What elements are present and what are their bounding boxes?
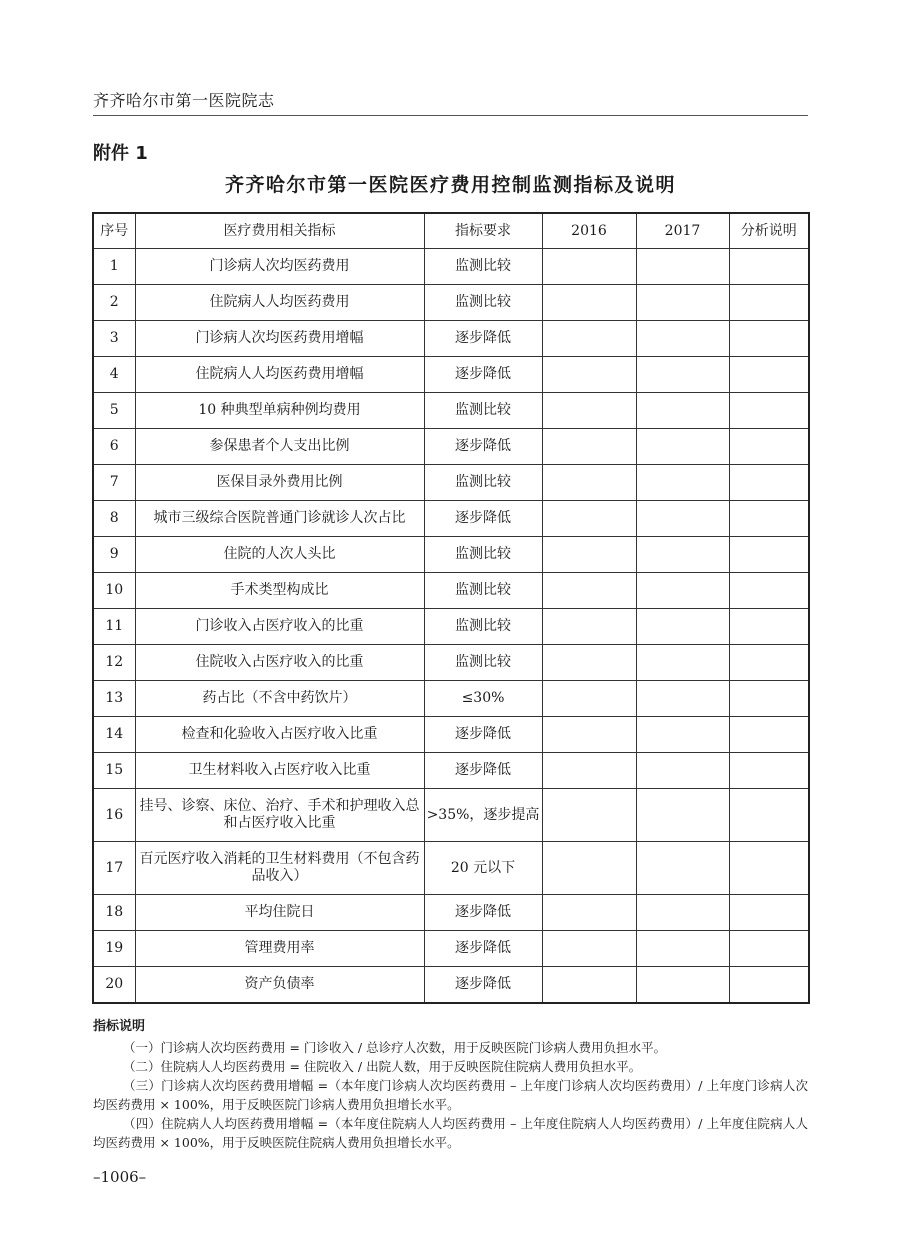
analysis-cell (729, 789, 809, 842)
requirement-cell: 监测比较 (424, 645, 542, 681)
analysis-cell (729, 931, 809, 967)
table-header-row (93, 213, 809, 249)
requirement-cell: 逐步降低 (424, 501, 542, 537)
analysis-cell (729, 501, 809, 537)
row-number-cell: 6 (93, 429, 135, 465)
page-number: –1006– (93, 1168, 147, 1186)
year-2017-cell (636, 321, 729, 357)
year-2017-cell (636, 393, 729, 429)
requirement-cell: 逐步降低 (424, 429, 542, 465)
table-row (93, 789, 809, 842)
analysis-cell (729, 393, 809, 429)
year-2016-cell (542, 967, 636, 1004)
row-number-cell: 1 (93, 249, 135, 285)
year-2017-cell (636, 789, 729, 842)
analysis-cell (729, 681, 809, 717)
indicator-cell: 手术类型构成比 (135, 573, 424, 609)
header-cell: 序号 (93, 213, 135, 249)
table-row (93, 357, 809, 393)
requirement-cell: 20 元以下 (424, 842, 542, 895)
year-2017-cell (636, 645, 729, 681)
table-row (93, 753, 809, 789)
indicator-cell: 门诊收入占医疗收入的比重 (135, 609, 424, 645)
indicator-notes (93, 1017, 808, 1152)
analysis-cell (729, 753, 809, 789)
running-head: 齐齐哈尔市第一医院院志 (93, 91, 275, 110)
year-2016-cell (542, 537, 636, 573)
requirement-cell: 监测比较 (424, 609, 542, 645)
year-2017-cell (636, 609, 729, 645)
indicator-cell: 卫生材料收入占医疗收入比重 (135, 753, 424, 789)
year-2016-cell (542, 249, 636, 285)
indicator-cell: 检查和化验收入占医疗收入比重 (135, 717, 424, 753)
table-row (93, 573, 809, 609)
analysis-cell (729, 429, 809, 465)
table-row (93, 537, 809, 573)
requirement-cell: 监测比较 (424, 465, 542, 501)
analysis-cell (729, 249, 809, 285)
indicator-cell: 住院病人人均医药费用增幅 (135, 357, 424, 393)
year-2016-cell (542, 393, 636, 429)
row-number-cell: 7 (93, 465, 135, 501)
table-row (93, 681, 809, 717)
row-number-cell: 4 (93, 357, 135, 393)
year-2016-cell (542, 931, 636, 967)
row-number-cell: 9 (93, 537, 135, 573)
year-2016-cell (542, 285, 636, 321)
year-2016-cell (542, 501, 636, 537)
row-number-cell: 14 (93, 717, 135, 753)
row-number-cell: 5 (93, 393, 135, 429)
requirement-cell: 逐步降低 (424, 931, 542, 967)
header-rule (93, 115, 808, 116)
year-2017-cell (636, 357, 729, 393)
row-number-cell: 13 (93, 681, 135, 717)
year-2016-cell (542, 789, 636, 842)
table-row (93, 967, 809, 1004)
row-number-cell: 15 (93, 753, 135, 789)
indicator-cell: 平均住院日 (135, 895, 424, 931)
indicator-cell: 门诊病人次均医药费用增幅 (135, 321, 424, 357)
indicator-cell: 住院病人人均医药费用 (135, 285, 424, 321)
requirement-cell: 逐步降低 (424, 321, 542, 357)
row-number-cell: 17 (93, 842, 135, 895)
table-row (93, 842, 809, 895)
year-2016-cell (542, 465, 636, 501)
analysis-cell (729, 717, 809, 753)
year-2016-cell (542, 573, 636, 609)
requirement-cell: 逐步降低 (424, 895, 542, 931)
analysis-cell (729, 285, 809, 321)
year-2016-cell (542, 717, 636, 753)
requirement-cell: >35%，逐步提高 (424, 789, 542, 842)
table-row (93, 465, 809, 501)
row-number-cell: 12 (93, 645, 135, 681)
year-2017-cell (636, 842, 729, 895)
header-cell: 分析说明 (729, 213, 809, 249)
year-2017-cell (636, 465, 729, 501)
document-title: 齐齐哈尔市第一医院医疗费用控制监测指标及说明 (224, 174, 676, 196)
analysis-cell (729, 609, 809, 645)
table-body (93, 249, 809, 1004)
table-row (93, 321, 809, 357)
analysis-cell (729, 573, 809, 609)
table-row (93, 429, 809, 465)
analysis-cell (729, 537, 809, 573)
note-item: （二）住院病人人均医药费用 = 住院收入 / 出院人数，用于反映医院住院病人费用负担水平。 (123, 1059, 642, 1074)
year-2016-cell (542, 842, 636, 895)
analysis-cell (729, 321, 809, 357)
year-2016-cell (542, 753, 636, 789)
analysis-cell (729, 842, 809, 895)
indicator-cell: 住院的人次人头比 (135, 537, 424, 573)
year-2017-cell (636, 895, 729, 931)
indicator-cell: 挂号、诊察、床位、治疗、手术和护理收入总和占医疗收入比重 (135, 789, 424, 842)
year-2017-cell (636, 501, 729, 537)
requirement-cell: 监测比较 (424, 393, 542, 429)
indicator-cell: 管理费用率 (135, 931, 424, 967)
header-cell: 2017 (636, 213, 729, 249)
table-row (93, 717, 809, 753)
requirement-cell: 逐步降低 (424, 753, 542, 789)
header-cell: 医疗费用相关指标 (135, 213, 424, 249)
row-number-cell: 2 (93, 285, 135, 321)
row-number-cell: 20 (93, 967, 135, 1004)
note-item: （一）门诊病人次均医药费用 = 门诊收入 / 总诊疗人次数，用于反映医院门诊病人费用负担水平。 (123, 1040, 667, 1055)
row-number-cell: 10 (93, 573, 135, 609)
requirement-cell: 监测比较 (424, 285, 542, 321)
requirement-cell: 逐步降低 (424, 717, 542, 753)
indicator-cell: 10 种典型单病种例均费用 (135, 393, 424, 429)
requirement-cell: ≤30% (424, 681, 542, 717)
header-cell: 2016 (542, 213, 636, 249)
indicator-cell: 百元医疗收入消耗的卫生材料费用（不包含药品收入） (135, 842, 424, 895)
year-2017-cell (636, 537, 729, 573)
year-2016-cell (542, 895, 636, 931)
year-2017-cell (636, 429, 729, 465)
year-2016-cell (542, 429, 636, 465)
indicator-cell: 城市三级综合医院普通门诊就诊人次占比 (135, 501, 424, 537)
requirement-cell: 逐步降低 (424, 967, 542, 1004)
year-2017-cell (636, 285, 729, 321)
analysis-cell (729, 645, 809, 681)
table-row (93, 285, 809, 321)
notes-title: 指标说明 (93, 1019, 146, 1034)
table-row (93, 609, 809, 645)
table-row (93, 895, 809, 931)
year-2017-cell (636, 681, 729, 717)
header-cell: 指标要求 (424, 213, 542, 249)
year-2016-cell (542, 645, 636, 681)
table-row (93, 249, 809, 285)
requirement-cell: 监测比较 (424, 249, 542, 285)
indicator-cell: 医保目录外费用比例 (135, 465, 424, 501)
indicator-cell: 参保患者个人支出比例 (135, 429, 424, 465)
appendix-label: 附件 1 (93, 143, 148, 164)
year-2017-cell (636, 753, 729, 789)
year-2016-cell (542, 321, 636, 357)
analysis-cell (729, 357, 809, 393)
table-row (93, 393, 809, 429)
requirement-cell: 监测比较 (424, 537, 542, 573)
row-number-cell: 8 (93, 501, 135, 537)
analysis-cell (729, 967, 809, 1004)
row-number-cell: 18 (93, 895, 135, 931)
row-number-cell: 16 (93, 789, 135, 842)
year-2017-cell (636, 573, 729, 609)
row-number-cell: 11 (93, 609, 135, 645)
analysis-cell (729, 895, 809, 931)
year-2017-cell (636, 967, 729, 1004)
indicator-cell: 住院收入占医疗收入的比重 (135, 645, 424, 681)
year-2017-cell (636, 931, 729, 967)
table-row (93, 501, 809, 537)
metrics-table (92, 212, 810, 1004)
requirement-cell: 监测比较 (424, 573, 542, 609)
indicator-cell: 门诊病人次均医药费用 (135, 249, 424, 285)
table-row (93, 645, 809, 681)
note-item: （四）住院病人人均医药费用增幅 =（本年度住院病人人均医药费用 – 上年度住院病人人均医药费用）/ 上年度住院病人人均医药费用 × 100%，用于反映医院住院病人费用负担增长水平。 (93, 1116, 808, 1150)
row-number-cell: 3 (93, 321, 135, 357)
row-number-cell: 19 (93, 931, 135, 967)
year-2017-cell (636, 717, 729, 753)
year-2016-cell (542, 357, 636, 393)
year-2016-cell (542, 609, 636, 645)
note-item: （三）门诊病人次均医药费用增幅 =（本年度门诊病人次均医药费用 – 上年度门诊病人次均医药费用）/ 上年度门诊病人次均医药费用 × 100%，用于反映医院门诊病人费用负担增长水平。 (93, 1078, 808, 1112)
indicator-cell: 药占比（不含中药饮片） (135, 681, 424, 717)
year-2016-cell (542, 681, 636, 717)
year-2017-cell (636, 249, 729, 285)
table-row (93, 931, 809, 967)
requirement-cell: 逐步降低 (424, 357, 542, 393)
analysis-cell (729, 465, 809, 501)
indicator-cell: 资产负债率 (135, 967, 424, 1004)
